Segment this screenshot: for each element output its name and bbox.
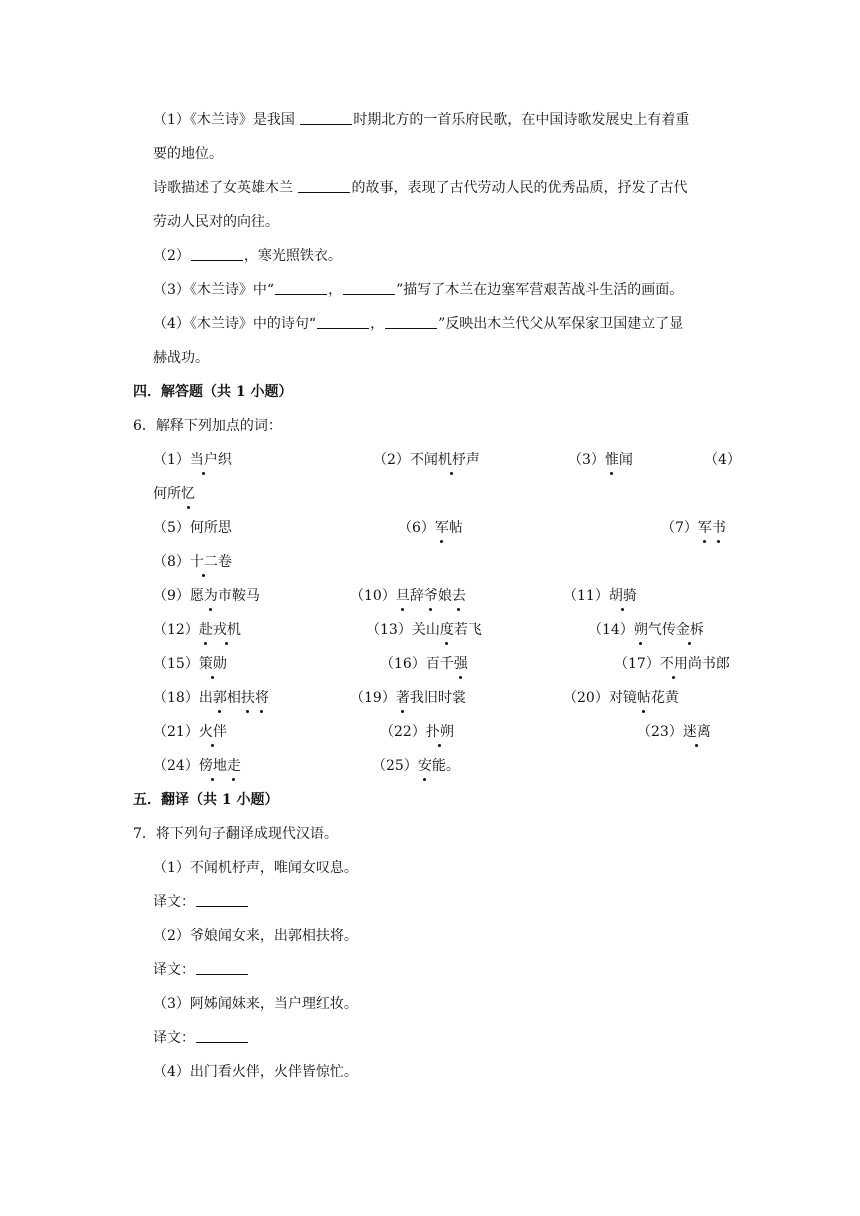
q6-item-15: （15）策勋 <box>153 656 227 672</box>
q6-item-13: （13）关山度若飞 <box>366 622 482 638</box>
section4-heading: 四．解答题（共 1 小题） <box>133 384 293 400</box>
q6-item-9: （9）愿为市鞍马 <box>153 588 260 604</box>
q5-part3: （3）《木兰诗》中“ ， ”描写了木兰在边塞军营艰苦战斗生活的画面。 <box>153 282 684 298</box>
q6-item-18: （18）出郭相扶将 <box>153 690 269 706</box>
q6-item-10: （10）旦辞爷娘去 <box>350 588 466 604</box>
section5-heading: 五．翻译（共 1 小题） <box>133 792 279 808</box>
blank-story[interactable] <box>298 178 350 193</box>
answer-blank-1[interactable] <box>196 892 248 907</box>
q5-part1-line2: 要的地位。 <box>153 146 223 162</box>
q6-item-5: （5）何所思 <box>153 520 232 536</box>
q6-item-1: （1）当户织 <box>153 452 232 468</box>
q6-item-12: （12）赴戎机 <box>153 622 241 638</box>
q6-item-4-label: （4） <box>704 452 741 468</box>
q6-item-22: （22）扑朔 <box>380 724 454 740</box>
q5-part1-line1: （1）《木兰诗》是我国 时期北方的一首乐府民歌，在中国诗歌发展史上有着重 <box>153 112 690 128</box>
answer-blank-3[interactable] <box>196 1028 248 1043</box>
q6-item-23: （23）迷离 <box>637 724 711 740</box>
q6-item-20: （20）对镜帖花黄 <box>563 690 679 706</box>
q6-item-25: （25）安能。 <box>372 758 460 774</box>
q5-part4-line1: （4）《木兰诗》中的诗句“ ， ”反映出木兰代父从军保家卫国建立了显 <box>153 316 684 332</box>
blank-dynasty[interactable] <box>300 110 352 125</box>
q6-item-11: （11）胡骑 <box>563 588 637 604</box>
blank-q5-3b[interactable] <box>343 280 395 295</box>
q6-item-17: （17）不用尚书郎 <box>614 656 730 672</box>
blank-q5-3a[interactable] <box>275 280 327 295</box>
q6-item-14: （14）朔气传金柝 <box>588 622 704 638</box>
q5-part1-line4: 劳动人民对的向往。 <box>153 214 279 230</box>
q5-part1-line3: 诗歌描述了女英雄木兰 的故事，表现了古代劳动人民的优秀品质，抒发了古代 <box>153 180 688 196</box>
blank-q5-2[interactable] <box>191 246 243 261</box>
q6-item-19: （19）著我旧时裳 <box>350 690 466 706</box>
blank-q5-4a[interactable] <box>317 314 369 329</box>
q5-part4-line2: 赫战功。 <box>153 350 209 366</box>
answer-blank-2[interactable] <box>196 960 248 975</box>
q7-answer-2: 译文： <box>153 960 249 980</box>
q6-item-24: （24）傍地走 <box>153 758 241 774</box>
q6-item-21: （21）火伴 <box>153 724 227 740</box>
q6-item-8: （8）十二卷 <box>153 554 232 570</box>
q5-part2: （2） ，寒光照铁衣。 <box>153 248 342 264</box>
q6-prompt: 6．解释下列加点的词： <box>133 418 282 434</box>
q6-item-16: （16）百千强 <box>380 656 468 672</box>
q7-prompt: 7．将下列句子翻译成现代汉语。 <box>133 826 338 842</box>
q6-item-6: （6）军帖 <box>398 520 463 536</box>
q7-answer-1: 译文： <box>153 892 249 912</box>
q7-answer-3: 译文： <box>153 1028 249 1048</box>
q6-item-4: 何所忆 <box>153 486 195 502</box>
q6-item-7: （7）军书 <box>661 520 726 536</box>
q7-sentence-3: （3）阿姊闻妹来，当户理红妆。 <box>153 996 358 1012</box>
q7-sentence-4: （4）出门看火伴，火伴皆惊忙。 <box>153 1064 358 1080</box>
q6-item-3: （3）惟闻 <box>568 452 633 468</box>
blank-q5-4b[interactable] <box>385 314 437 329</box>
q7-sentence-2: （2）爷娘闻女来，出郭相扶将。 <box>153 928 358 944</box>
q6-item-2: （2）不闻机杼声 <box>373 452 480 468</box>
q7-sentence-1: （1）不闻机杼声，唯闻女叹息。 <box>153 860 358 876</box>
